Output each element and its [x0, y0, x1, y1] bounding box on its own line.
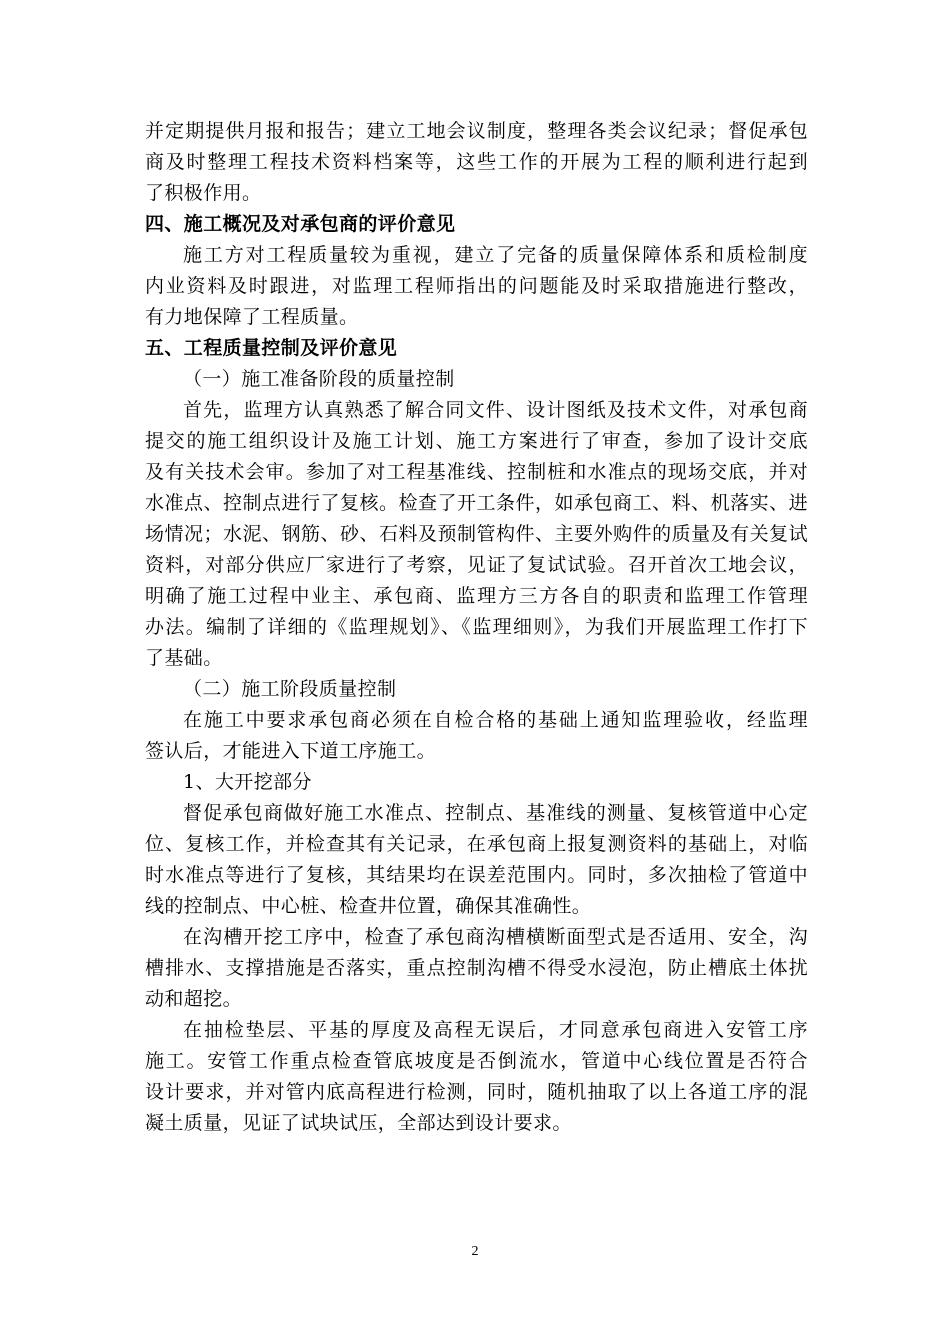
paragraph-line: 槽排水、支撑措施是否落实，重点控制沟槽不得受水浸泡，防止槽底土体扰 [145, 957, 808, 979]
subsection-heading-item-1: 1、大开挖部分 [183, 771, 312, 793]
paragraph-line: 动和超挖。 [145, 988, 243, 1010]
paragraph-line: 资料，对部分供应厂家进行了考察，见证了复试试验。召开首次工地会议， [145, 554, 808, 576]
paragraph-line: 及有关技术会审。参加了对工程基准线、控制桩和水准点的现场交底，并对 [145, 461, 808, 483]
paragraph-line: 商及时整理工程技术资料档案等，这些工作的开展为工程的顺利进行起到 [145, 151, 808, 173]
paragraph-line: 在施工中要求承包商必须在自检合格的基础上通知监理验收，经监理 [183, 709, 808, 731]
paragraph-line: 有力地保障了工程质量。 [145, 306, 359, 328]
page-number: 2 [471, 1244, 479, 1259]
paragraph-line: 明确了施工过程中业主、承包商、监理方三方各自的职责和监理工作管理 [145, 585, 808, 607]
subsection-heading-1: （一）施工准备阶段的质量控制 [183, 368, 455, 390]
subsection-heading-2: （二）施工阶段质量控制 [183, 678, 397, 700]
paragraph-line: 凝土质量，见证了试块试压，全部达到设计要求。 [145, 1112, 572, 1134]
paragraph-line: 签认后，才能进入下道工序施工。 [145, 740, 437, 762]
paragraph-line: 督促承包商做好施工水准点、控制点、基准线的测量、复核管道中心定 [183, 802, 808, 824]
section-heading-4: 四、施工概况及对承包商的评价意见 [145, 213, 456, 235]
section-heading-5: 五、工程质量控制及评价意见 [145, 337, 398, 359]
paragraph-line: 首先，监理方认真熟悉了解合同文件、设计图纸及技术文件，对承包商 [183, 399, 808, 421]
paragraph-line: 施工方对工程质量较为重视，建立了完备的质量保障体系和质检制度 [183, 244, 808, 266]
paragraph-line: 在抽检垫层、平基的厚度及高程无误后，才同意承包商进入安管工序 [183, 1019, 808, 1041]
paragraph-line: 在沟槽开挖工序中，检查了承包商沟槽横断面型式是否适用、安全，沟 [183, 926, 808, 948]
paragraph-line: 位、复核工作，并检查其有关记录，在承包商上报复测资料的基础上，对临 [145, 833, 808, 855]
paragraph-line: 线的控制点、中心桩、检查井位置，确保其准确性。 [145, 895, 592, 917]
paragraph-line: 内业资料及时跟进，对监理工程师指出的问题能及时采取措施进行整改， [145, 275, 808, 297]
paragraph-line: 水准点、控制点进行了复核。检查了开工条件，如承包商工、料、机落实、进 [145, 492, 808, 514]
paragraph-line: 了积极作用。 [145, 182, 262, 204]
paragraph-line: 时水准点等进行了复核，其结果均在误差范围内。同时，多次抽检了管道中 [145, 864, 808, 886]
paragraph-line: 提交的施工组织设计及施工计划、施工方案进行了审查，参加了设计交底 [145, 430, 808, 452]
paragraph-line: 施工。安管工作重点检查管底坡度是否倒流水，管道中心线位置是否符合 [145, 1050, 808, 1072]
paragraph-line: 场情况；水泥、钢筋、砂、石料及预制管构件、主要外购件的质量及有关复试 [145, 523, 808, 545]
paragraph-line: 并定期提供月报和报告；建立工地会议制度，整理各类会议纪录；督促承包 [145, 120, 808, 142]
paragraph-line: 了基础。 [145, 647, 223, 669]
paragraph-line: 办法。编制了详细的《监理规划》、《监理细则》，为我们开展监理工作打下 [145, 616, 808, 638]
paragraph-line: 设计要求，并对管内底高程进行检测，同时，随机抽取了以上各道工序的混 [145, 1081, 808, 1103]
document-body [145, 116, 808, 1139]
